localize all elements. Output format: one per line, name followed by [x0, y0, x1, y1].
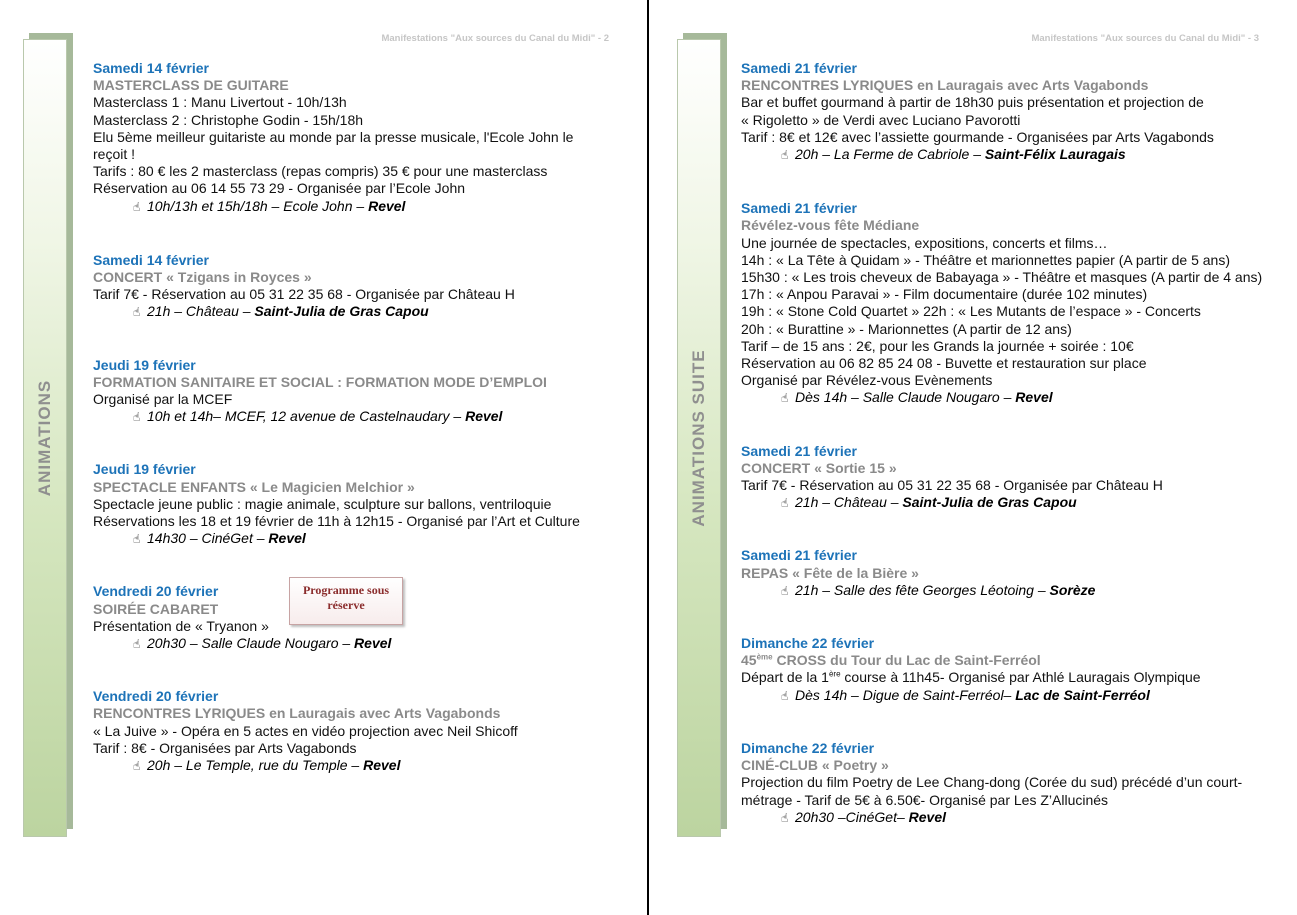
event-line: Spectacle jeune public : magie animale, sculpture sur ballons, ventriloquie [93, 495, 552, 512]
event-town: Saint-Julia de Gras Capou [902, 494, 1077, 511]
event-line: Organisé par Révélez-vous Evènements [741, 372, 993, 389]
event-town: Revel [368, 197, 406, 214]
event-location: ☝ Dès 14h – Salle Claude Nougaro – Revel [741, 389, 1286, 407]
event-line: Tarif : 8€ et 12€ avec l’assiette gourmande - Organisées par Arts Vagabonds [741, 128, 1214, 145]
event-date: Samedi 21 février [741, 442, 857, 459]
event-title: SOIRÉE CABARET [93, 600, 219, 617]
event-location: ☝ 20h – Le Temple, rue du Temple – Revel [93, 757, 633, 775]
event-town: Revel [465, 408, 503, 425]
page-header: Manifestations "Aux sources du Canal du Midi" - 3 [1031, 33, 1259, 44]
event-date: Vendredi 20 février [93, 583, 219, 600]
event-town: Lac de Saint-Ferréol [1015, 686, 1150, 703]
event-title: RENCONTRES LYRIQUES en Lauragais avec Arts Vagabonds [741, 77, 1149, 94]
event-date: Dimanche 22 février [741, 739, 875, 756]
event-date: Samedi 21 février [741, 60, 857, 76]
event-title: REPAS « Fête de la Bière » [741, 564, 919, 581]
event-date: Samedi 21 février [741, 200, 857, 217]
event-list [741, 60, 1286, 827]
event-location: ☝ 10h et 14h– MCEF, 12 avenue de Castelnaudary – Revel [93, 408, 633, 426]
pointing-hand-icon: ☝ [133, 759, 141, 774]
event-title: CONCERT « Tzigans in Royces » [93, 269, 312, 286]
event-date: Samedi 21 février [741, 547, 857, 564]
event-town: Saint-Julia de Gras Capou [254, 303, 429, 320]
section-bar [677, 39, 721, 837]
event-line: « Rigoletto » de Verdi avec Luciano Pavorotti [741, 111, 1021, 128]
event-item [93, 357, 633, 427]
event-item [93, 252, 633, 322]
event-line: reçoit ! [93, 146, 136, 163]
event-item [741, 443, 1286, 513]
event-line: 14h : « La Tête à Quidam » - Théâtre et marionnettes papier (A partir de 5 ans) [741, 251, 1230, 268]
pointing-hand-icon: ☝ [781, 391, 789, 406]
event-line: 15h30 : « Les trois cheveux de Babayaga » - Théâtre et masques (A partir de 4 ans) [741, 269, 1263, 286]
event-line: Tarif 7€ - Réservation au 05 31 22 35 68 - Organisée par Château H [93, 286, 515, 303]
event-location: ☝ 21h – Château – Saint-Julia de Gras Capou [93, 303, 633, 321]
pointing-hand-icon: ☝ [781, 810, 789, 825]
event-location: ☝ 10h/13h et 15h/18h – Ecole John – Revel [93, 198, 633, 216]
event-location: ☝ Dès 14h – Digue de Saint-Ferréol– Lac de Saint-Ferréol [741, 687, 1286, 705]
event-list [93, 60, 633, 775]
event-date: Samedi 14 février [93, 251, 209, 268]
pointing-hand-icon: ☝ [781, 148, 789, 163]
event-town: Saint-Félix Lauragais [984, 146, 1126, 163]
pointing-hand-icon: ☝ [133, 532, 141, 547]
event-town: Revel [354, 635, 392, 652]
pointing-hand-icon: ☝ [133, 199, 141, 214]
event-date: Dimanche 22 février [741, 635, 875, 652]
event-line: Organisé par la MCEF [93, 391, 233, 408]
event-date: Vendredi 20 février [93, 688, 219, 705]
pointing-hand-icon: ☝ [133, 637, 141, 652]
event-item [741, 200, 1286, 407]
event-date: Jeudi 19 février [93, 356, 196, 373]
event-title: RENCONTRES LYRIQUES en Lauragais avec Arts Vagabonds [93, 705, 501, 722]
pointing-hand-icon: ☝ [133, 410, 141, 425]
event-line: Départ de la 1ère course à 11h45- Organisé par Athlé Lauragais Olympique [741, 669, 1201, 686]
event-location: ☝ 20h30 – Salle Claude Nougaro – Revel [93, 635, 633, 653]
event-line: Projection du film Poetry de Lee Chang-dong (Corée du sud) précédé d’un court- [741, 774, 1243, 791]
event-line: Tarif 7€ - Réservation au 05 31 22 35 68 - Organisée par Château H [741, 477, 1163, 494]
pointing-hand-icon: ☝ [781, 583, 789, 598]
event-location: ☝ 20h – La Ferme de Cabriole – Saint-Félix Lauragais [741, 146, 1286, 164]
event-title: FORMATION SANITAIRE ET SOCIAL : FORMATION MODE D’EMPLOI [93, 373, 547, 390]
event-item [741, 740, 1286, 827]
event-item [741, 547, 1286, 600]
event-town: Revel [363, 757, 401, 774]
event-item [93, 688, 633, 775]
section-bar [23, 39, 67, 837]
programme-note: Programme sous réserve [289, 577, 403, 625]
event-line: 20h : « Burattine » - Marionnettes (A partir de 12 ans) [741, 320, 1072, 337]
event-title: MASTERCLASS DE GUITARE [93, 77, 289, 94]
event-line: Réservation au 06 82 85 24 08 - Buvette et restauration sur place [741, 355, 1147, 372]
event-town: Revel [268, 530, 306, 547]
event-town: Sorèze [1049, 581, 1096, 598]
event-title: SPECTACLE ENFANTS « Le Magicien Melchior » [93, 478, 415, 495]
section-label: ANIMATIONS [35, 379, 54, 497]
event-location: ☝ 21h – Château – Saint-Julia de Gras Capou [741, 494, 1286, 512]
event-line: métrage - Tarif de 5€ à 6.50€- Organisé par Les Z’Allucinés [741, 791, 1109, 808]
event-line: Tarif – de 15 ans : 2€, pour les Grands la journée + soirée : 10€ [741, 337, 1134, 354]
event-title: 45ème CROSS du Tour du Lac de Saint-Ferréol [741, 652, 1041, 669]
event-line: Présentation de « Tryanon » [93, 617, 269, 634]
event-item [741, 635, 1286, 705]
pointing-hand-icon: ☝ [781, 496, 789, 511]
event-date: Samedi 14 février [93, 60, 209, 76]
event-town: Revel [908, 808, 946, 825]
event-date: Jeudi 19 février [93, 461, 196, 478]
event-title: CINÉ-CLUB « Poetry » [741, 757, 889, 774]
event-line: Tarif : 8€ - Organisées par Arts Vagabonds [93, 739, 357, 756]
event-title: CONCERT « Sortie 15 » [741, 459, 897, 476]
event-line: Bar et buffet gourmand à partir de 18h30 puis présentation et projection de [741, 94, 1204, 111]
event-line: Elu 5ème meilleur guitariste au monde par la presse musicale, l'Ecole John le [93, 128, 574, 145]
left-page [0, 0, 647, 915]
event-line: Tarifs : 80 € les 2 masterclass (repas compris) 35 € pour une masterclass [93, 163, 548, 180]
event-line: 17h : « Anpou Paravai » - Film documentaire (durée 102 minutes) [741, 286, 1148, 303]
section-label: ANIMATIONS SUITE [689, 349, 708, 527]
event-line: Masterclass 2 : Christophe Godin - 15h/18h [93, 111, 364, 128]
event-item [93, 583, 633, 653]
event-line: Masterclass 1 : Manu Livertout - 10h/13h [93, 94, 347, 111]
event-item [93, 461, 633, 548]
event-location: ☝ 20h30 –CinéGet– Revel [741, 809, 1286, 827]
event-location: ☝ 21h – Salle des fête Georges Léotoing – Sorèze [741, 582, 1286, 600]
event-line: 19h : « Stone Cold Quartet » 22h : « Les Mutants de l’espace » - Concerts [741, 303, 1201, 320]
right-page [649, 0, 1297, 915]
event-item [93, 60, 633, 216]
event-line: Une journée de spectacles, expositions, concerts et films… [741, 234, 1108, 251]
event-line: Réservation au 06 14 55 73 29 - Organisée par l’Ecole John [93, 180, 466, 197]
event-title: Révélez-vous fête Médiane [741, 217, 920, 234]
page-header: Manifestations "Aux sources du Canal du Midi" - 2 [381, 33, 609, 44]
event-town: Revel [1015, 389, 1053, 406]
pointing-hand-icon: ☝ [133, 305, 141, 320]
event-line: « La Juive » - Opéra en 5 actes en vidéo projection avec Neil Shicoff [93, 722, 518, 739]
event-line: Réservations les 18 et 19 février de 11h à 12h15 - Organisé par l’Art et Culture [93, 513, 580, 530]
pointing-hand-icon: ☝ [781, 688, 789, 703]
event-item [741, 60, 1286, 164]
event-location: ☝ 14h30 – CinéGet – Revel [93, 530, 633, 548]
